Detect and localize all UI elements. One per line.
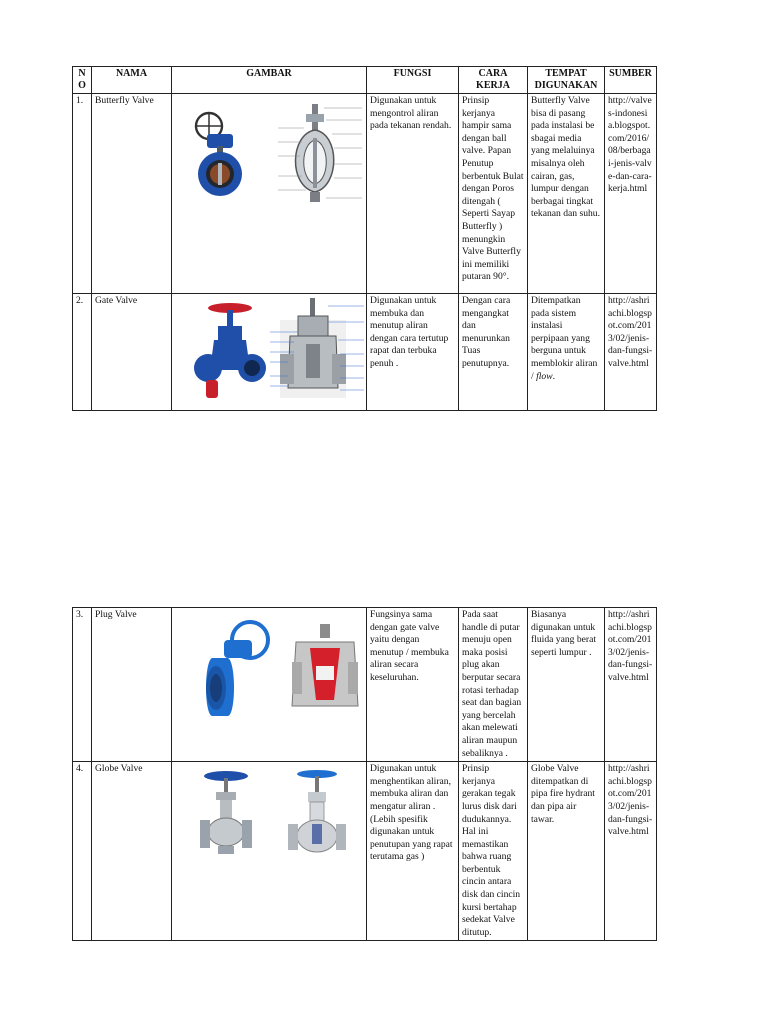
row-fungsi: Digunakan untuk membuka dan menutup aliran dengan cara tertutup rapat dan terbuka penuh . xyxy=(367,294,459,411)
row-no: 3. xyxy=(73,608,92,762)
row-tempat: Globe Valve ditempatkan di pipa fire hydrant dan pipa air tawar. xyxy=(528,762,605,941)
row-tempat xyxy=(528,294,605,411)
flow-term: flow xyxy=(536,370,553,382)
row-sumber[interactable] xyxy=(605,608,657,762)
header-cara-kerja: CARA KERJA xyxy=(459,67,528,94)
tempat-text: Ditempatkan pada sistem instalasi perpipaan yang berguna untuk memblokir aliran / flow. xyxy=(531,295,598,382)
plug-valve-diagram xyxy=(286,622,364,712)
table-row xyxy=(73,94,657,294)
header-sumber: SUMBER xyxy=(605,67,657,94)
row-sumber[interactable] xyxy=(605,762,657,941)
row-no: 1. xyxy=(73,94,92,294)
row-tempat: Biasanya digunakan untuk fluida yang berat seperti lumpur . xyxy=(528,608,605,762)
table-header-row xyxy=(73,67,657,94)
header-fungsi: FUNGSI xyxy=(367,67,459,94)
row-sumber[interactable] xyxy=(605,294,657,411)
butterfly-valve-photo xyxy=(177,108,269,200)
table-row xyxy=(73,608,657,762)
row-fungsi: Digunakan untuk mengontrol aliran pada tekanan rendah. xyxy=(367,94,459,294)
globe-valve-diagram xyxy=(284,768,350,864)
row-cara-kerja: Prinsip kerjanya gerakan tegak lurus disk dari dudukannya. Hal ini memastikan bahwa ruang berbentuk cincin antara disk dan cincin kursi bertahap sedekat Valve ditutup. xyxy=(459,762,528,941)
row-cara-kerja: Prinsip kerjanya hampir sama dengan ball valve. Papan Penutup berbentuk Bulat dengan Poros ditengah ( Seperti Sayap Butterfly ) menungkin Valve Butterfly ini memiliki putaran 90°. xyxy=(459,94,528,294)
header-no: N O xyxy=(73,67,92,94)
row-nama: Globe Valve xyxy=(92,762,172,941)
header-gambar: GAMBAR xyxy=(172,67,367,94)
row-fungsi: Fungsinya sama dengan gate valve yaitu dengan menutup / membuka aliran secara keseluruhan. xyxy=(367,608,459,762)
row-gambar xyxy=(172,294,367,411)
source-link[interactable]: http://ashriachi.blogspot.com/2013/02/jenis-dan-fungsi-valve.html xyxy=(608,295,653,369)
valve-table-bottom xyxy=(72,607,657,941)
gate-valve-diagram xyxy=(268,296,366,408)
header-tempat: TEMPAT DIGUNAKAN xyxy=(528,67,605,94)
row-nama: Plug Valve xyxy=(92,608,172,762)
row-cara-kerja: Dengan cara mengangkat dan menurunkan Tuas penutupnya. xyxy=(459,294,528,411)
row-cara-kerja: Pada saat handle di putar menuju open maka posisi plug akan berputar secara rotasi terhadap seat dan bagian yang bercelah akan melewati aliran maupun sebaliknya . xyxy=(459,608,528,762)
row-nama: Gate Valve xyxy=(92,294,172,411)
row-sumber[interactable] xyxy=(605,94,657,294)
source-link[interactable]: http://ashriachi.blogspot.com/2013/02/jenis-dan-fungsi-valve.html xyxy=(608,609,653,683)
plug-valve-photo xyxy=(194,618,276,718)
row-nama: Butterfly Valve xyxy=(92,94,172,294)
row-no: 2. xyxy=(73,294,92,411)
table-row xyxy=(73,294,657,411)
row-no: 4. xyxy=(73,762,92,941)
valve-table-top xyxy=(72,66,657,411)
row-fungsi: Digunakan untuk menghentikan aliran, membuka aliran dan mengatur aliran . (Lebih spesifik digunakan untuk penutupan yang rapat terutama gas ) xyxy=(367,762,459,941)
header-nama: NAMA xyxy=(92,67,172,94)
row-gambar xyxy=(172,608,367,762)
row-tempat: Butterfly Valve bisa di pasang pada instalasi be sbagai media yang melaluinya misalnya oleh cairan, gas, lumpur dengan berbagai tingkat tekanan dan suhu. xyxy=(528,94,605,294)
gate-valve-photo xyxy=(194,300,266,400)
globe-valve-photo xyxy=(198,770,254,862)
butterfly-valve-diagram xyxy=(276,100,364,210)
row-gambar xyxy=(172,94,367,294)
source-link[interactable]: http://valves-indonesia.blogspot.com/2016/08/berbagai-jenis-valve-dan-cara-kerja.html xyxy=(608,95,652,195)
table-row xyxy=(73,762,657,941)
source-link[interactable]: http://ashriachi.blogspot.com/2013/02/jenis-dan-fungsi-valve.html xyxy=(608,763,653,838)
row-gambar xyxy=(172,762,367,941)
